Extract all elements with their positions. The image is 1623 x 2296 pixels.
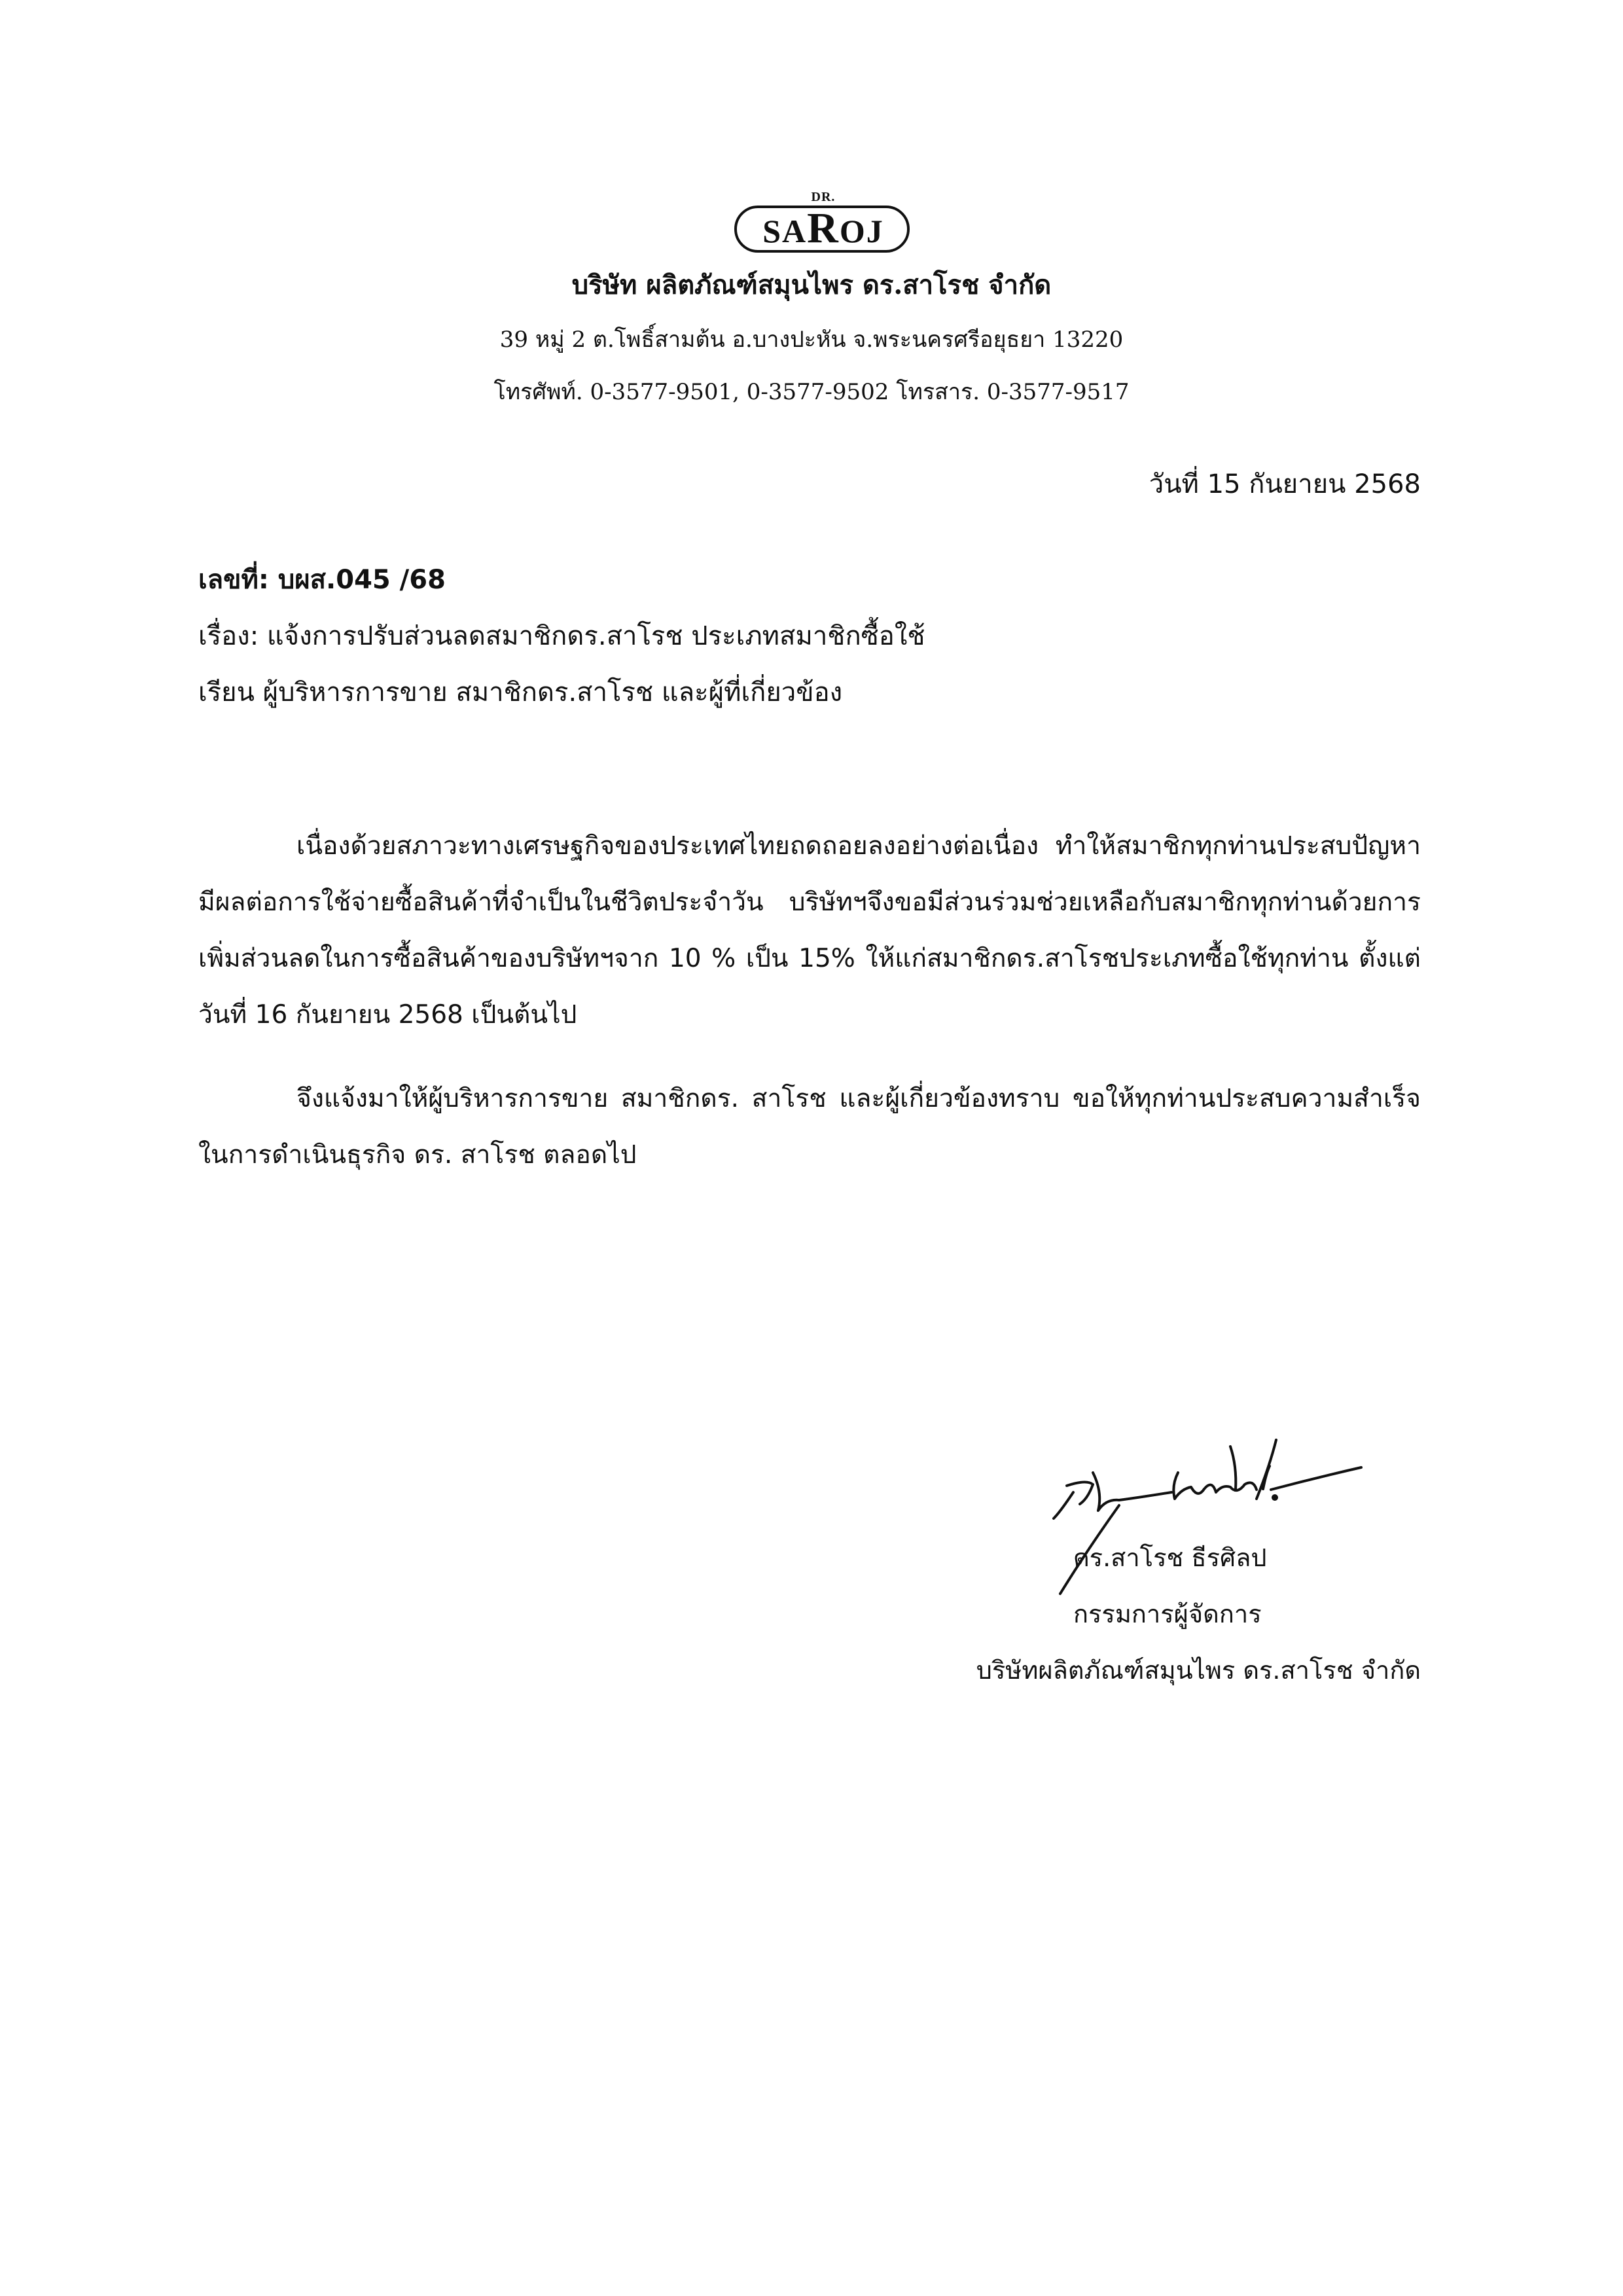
document-number: เลขที่: บผส.045 /68 [198, 565, 446, 595]
letter-date: วันที่ 15 กันยายน 2568 [1149, 469, 1421, 499]
company-contact: โทรศัพท์. 0-3577-9501, 0-3577-9502 โทรสาร. 0-3577-9517 [493, 379, 1130, 405]
company-address: 39 หมู่ 2 ต.โพธิ์สามต้น อ.บางปะหัน จ.พระนครศรีอยุธยา 13220 [499, 327, 1124, 353]
letter-subject: เรื่อง: แจ้งการปรับส่วนลดสมาชิกดร.สาโรช ประเภทสมาชิกซื้อใช้ [198, 621, 925, 651]
signatory-company: บริษัทผลิตภัณฑ์สมุนไพร ดร.สาโรช จำกัด [976, 1656, 1421, 1685]
signatory-name: ดร.สาโรช ธีรศิลป [1073, 1543, 1267, 1572]
body-paragraph-2-block [198, 1071, 1421, 1183]
signatory-title: กรรมการผู้จัดการ [1073, 1600, 1262, 1628]
logo-text-part-r: R [807, 204, 840, 252]
body-paragraph-1: เนื่องด้วยสภาวะทางเศรษฐกิจของประเทศไทยถดถอยลงอย่างต่อเนื่อง ทำให้สมาชิกทุกท่านประสบปัญหา มีผลต่อการใช้จ่ายซื้อสินค้าที่จำเป็นในชีวิตประจำวัน บริษัทฯจึงขอมีส่วนร่วมช่วยเหลือกับสมาชิกทุกท่านด้วยการเพิ่มส่วนลดในการซื้อสินค้าของบริษัทฯจาก 10 % เป็น 15% ให้แก่สมาชิกดร.สาโรชประเภทซื้อใช้ทุกท่าน ตั้งแต่วันที่ 16 กันยายน 2568 เป็นต้นไป [198, 831, 1421, 1030]
logo-text-part-a: SA [762, 213, 808, 249]
letter-recipient: เรียน ผู้บริหารการขาย สมาชิกดร.สาโรช และผู้ที่เกี่ยวข้อง [198, 677, 843, 708]
logo-dr-prefix: DR. [811, 190, 836, 204]
company-name: บริษัท ผลิตภัณฑ์สมุนไพร ดร.สาโรช จำกัด [571, 270, 1052, 300]
company-logo [732, 190, 915, 262]
body-paragraph-2: จึงแจ้งมาให้ผู้บริหารการขาย สมาชิกดร. สาโรช และผู้เกี่ยวข้องทราบ ขอให้ทุกท่านประสบความสำเร็จในการดำเนินธุรกิจ ดร. สาโรช ตลอดไป [198, 1084, 1421, 1170]
logo-wordmark [732, 204, 915, 253]
body-paragraph-1-block [198, 818, 1421, 1043]
logo-text-part-b: OJ [839, 213, 884, 249]
